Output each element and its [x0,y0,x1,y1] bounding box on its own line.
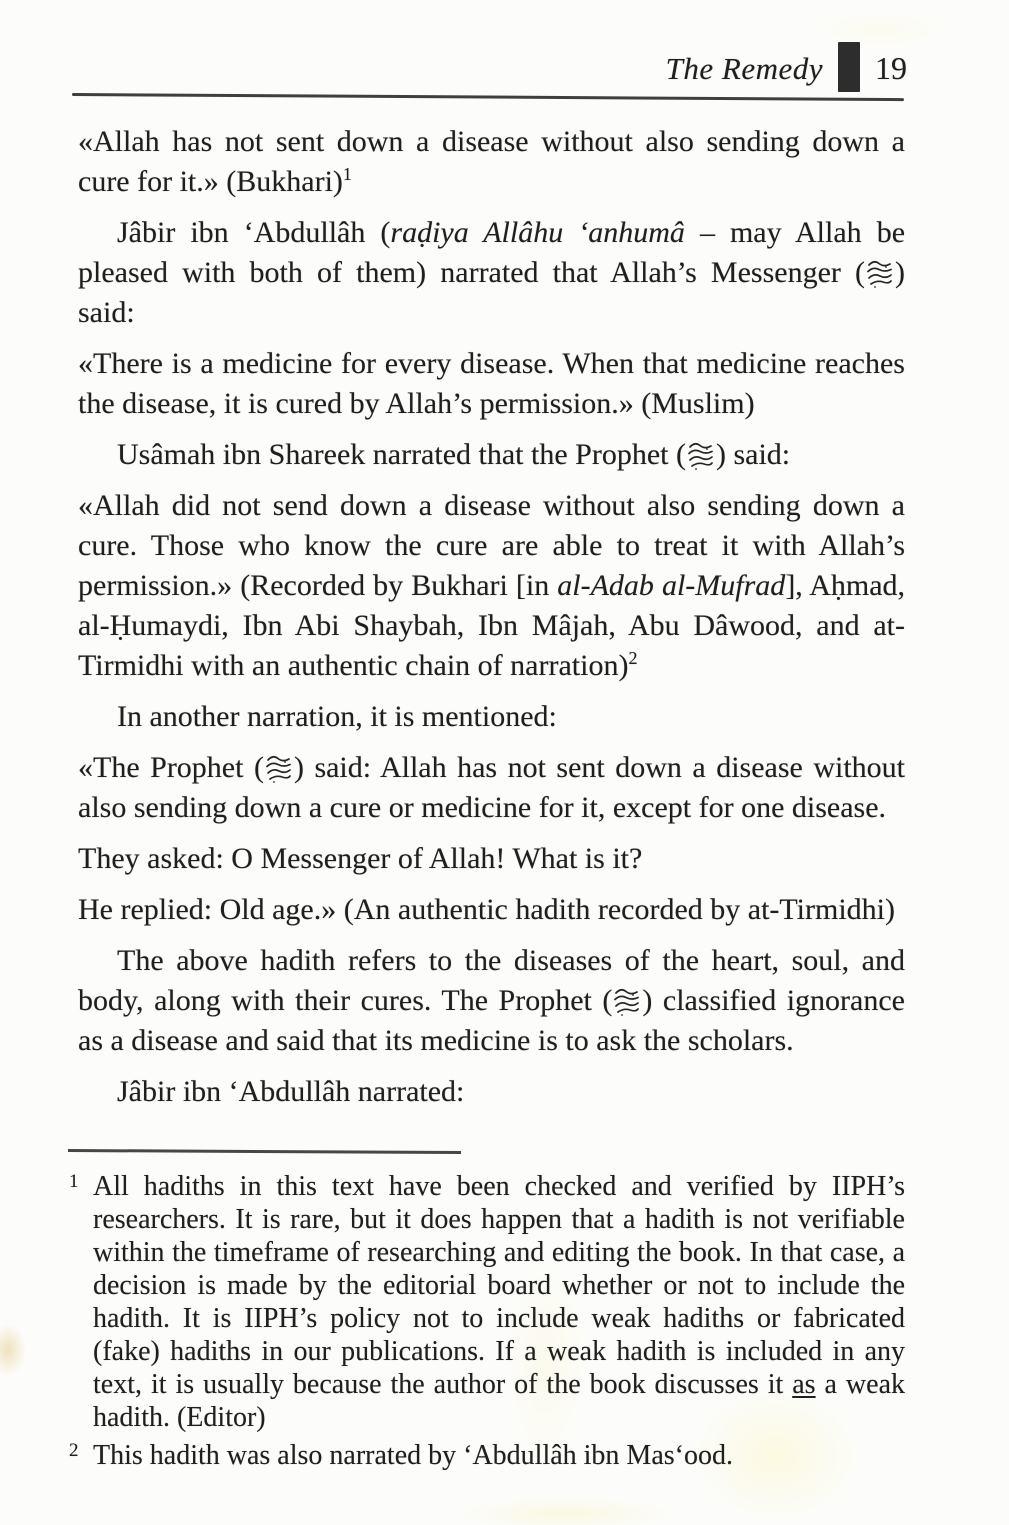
paragraph-narration-intro: Jâbir ibn ‘Abdullâh narrated: [117,1075,465,1108]
paragraph-hadith-quote: «Allah has not sent down a disease without also sending down a cure for it.» (Bukhari)$^1$ [78,125,905,198]
running-header-book-title: The Remedy [665,51,823,86]
paragraph-narration-intro: Jâbir ibn ‘Abdullâh (raḍiya Allâhu ‘anhumâ – may Allah be pleased with both of them) narrated that Allah’s Messenger ( ) said: [78,216,906,329]
saw-calligraphy-icon [612,986,642,1018]
footnotes-section [67,1170,905,1472]
footnote-marker: 1 [69,1171,79,1192]
paragraph-narration-intro: In another narration, it is mentioned: [117,700,557,733]
paragraph-hadith-quote: They asked: O Messenger of Allah! What is it? [78,842,643,875]
footnote-1 [67,1170,905,1434]
paragraph-commentary: The above hadith refers to the diseases of the heart, soul, and body, along with their cures. The Prophet ( ) classified ignorance as a disease and said that its medicine is to ask the scholars. [78,944,905,1057]
saw-calligraphy-icon [264,753,294,785]
paragraph-hadith-quote: «Allah did not send down a disease without also sending down a cure. Those who know the cure are able to treat it with Allah’s permission.» (Recorded by Bukhari [in al-Adab al-Mufrad], Aḥmad, al-Ḥumaydi, Ibn Abi Shaybah, Ibn Mâjah, Abu Dâwood, and at-Tirmidhi with an authentic chain of narration)$^2$ [78,489,906,682]
saw-calligraphy-icon [686,440,716,472]
page-number: 19 [875,50,907,86]
paragraph-hadith-quote: «The Prophet ( ) said: Allah has not sent down a disease without also sending down a cure or medicine for it, except for one disease. [78,751,905,824]
footnote-separator-rule [68,1149,461,1154]
footnote-2 [67,1439,905,1472]
saw-calligraphy-icon [865,258,895,290]
footnote-text: This hadith was also narrated by ‘Abdullâh ibn Mas‘ood. [93,1440,733,1471]
header-rule [72,93,904,101]
paragraph-hadith-quote: «There is a medicine for every disease. When that medicine reaches the disease, it is cured by Allah’s permission.» (Muslim) [78,347,905,420]
footnote-text: All hadiths in this text have been checked and verified by IIPH’s researchers. It is rare, but it does happen that a hadith is not verifiable within the timeframe of researching and editing the book. In that case, a decision is made by the editorial board whether or not to include the hadith. It is IIPH’s policy not to include weak hadiths or fabricated (fake) hadiths in our publications. If a weak hadith is included in any text, it is usually because the author of the book discusses it as a weak hadith. (Editor) [93,1171,905,1433]
footnote-marker: 2 [69,1440,79,1461]
paragraph-hadith-quote: He replied: Old age.» (An authentic hadith recorded by at-Tirmidhi) [78,893,895,926]
header-divider-block [838,42,860,92]
body-text [78,122,905,1112]
paragraph-narration-intro: Usâmah ibn Shareek narrated that the Prophet ( ) said: [117,438,791,471]
